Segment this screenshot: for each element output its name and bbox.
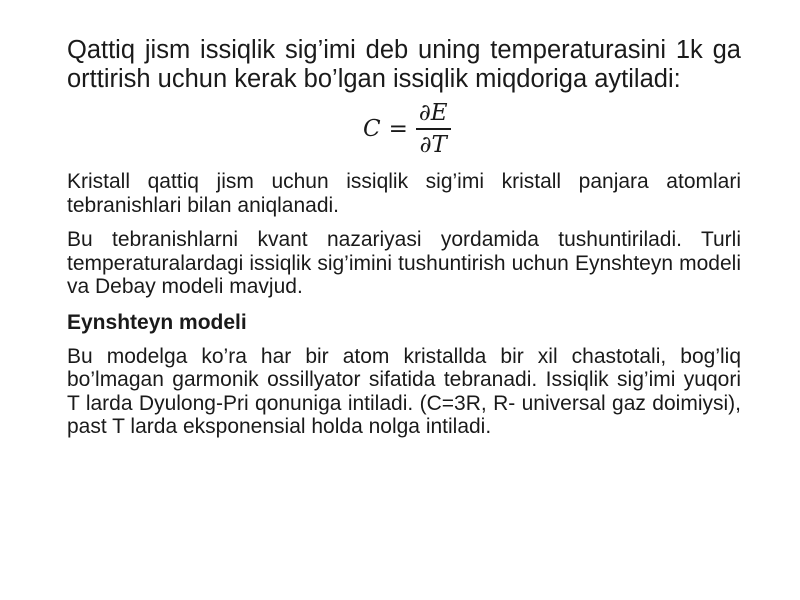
section-heading: Eynshteyn modeli bbox=[67, 310, 247, 334]
paragraph-einstein-model: Bu modelga ko’ra har bir atom kristallda bir xil chastotali, bog’liq bo’lmagan garmonik ossillyator sifatida tebranadi. Issiqlik sig’imi yuqori T larda Dyulong-Pri qonuniga intiladi. (C=3R, R- universal gaz doimiysi), past T larda eksponensial holda nolga intiladi. bbox=[67, 344, 741, 438]
formula-fraction bbox=[416, 100, 451, 158]
formula-equals: = bbox=[388, 115, 408, 142]
paragraph-quantum-theory: Bu tebranishlarni kvant nazariyasi yordamida tushuntiriladi. Turli temperaturalardagi issiqlik sig’imini tushuntirish uchun Eynshteyn modeli va Debay modeli mavjud. bbox=[67, 228, 741, 298]
formula-denominator: ∂T bbox=[419, 131, 447, 158]
heat-capacity-formula bbox=[67, 100, 741, 162]
paragraph-crystal-vibrations: Kristall qattiq jism uchun issiqlik sig’imi kristall panjara atomlari tebranishlari bilan aniqlanadi. bbox=[67, 170, 741, 217]
formula-lhs: C bbox=[363, 115, 381, 142]
slide-content bbox=[67, 36, 741, 439]
intro-text: Qattiq jism issiqlik sig’imi deb uning temperaturasini 1k ga orttirish uchun kerak bo’lgan issiqlik miqdoriga aytiladi: bbox=[67, 36, 741, 93]
formula-numerator: ∂E bbox=[418, 100, 448, 126]
